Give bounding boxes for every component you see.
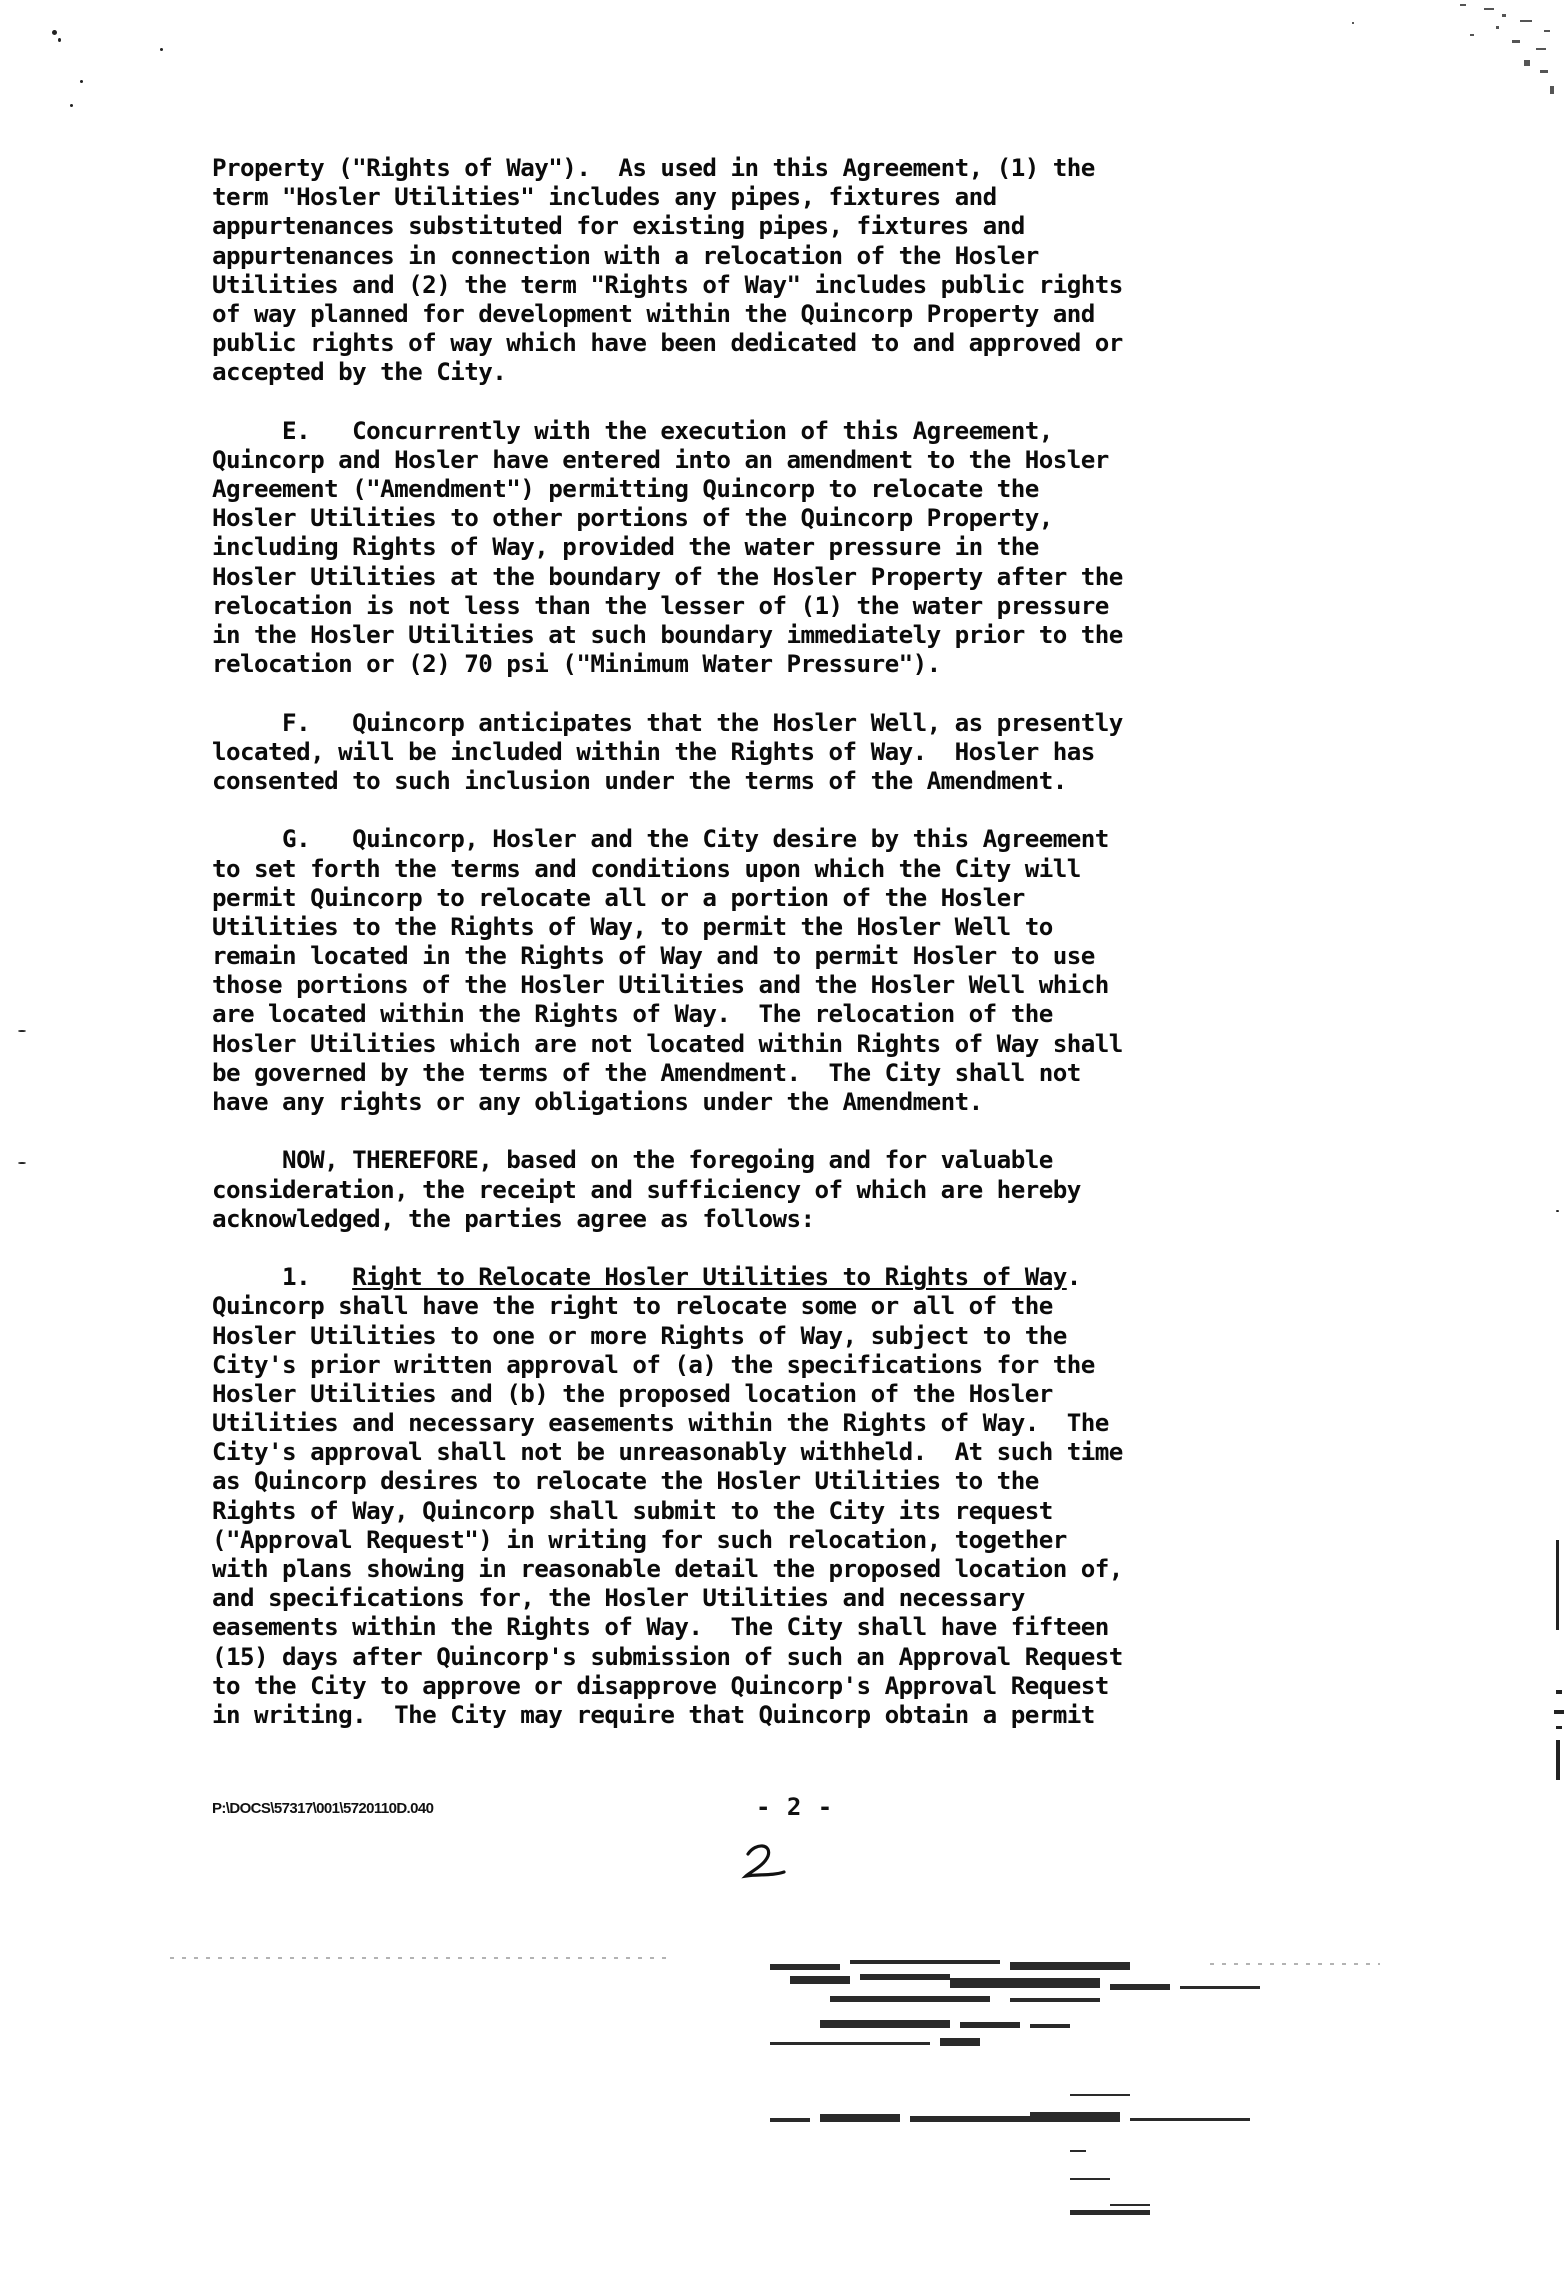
- text-line: Hosler Utilities at the boundary of the Hosler Property after the: [212, 562, 1123, 591]
- section-1-heading: Right to Relocate Hosler Utilities to Rights of Way: [352, 1263, 1067, 1292]
- text-line: as Quincorp desires to relocate the Hosler Utilities to the: [212, 1467, 1039, 1496]
- text-line: Hosler Utilities which are not located within Rights of Way shall: [212, 1029, 1123, 1058]
- scan-speck: [160, 48, 163, 51]
- text-line: Quincorp shall have the right to relocate some or all of the: [212, 1292, 1053, 1321]
- text-line: F. Quincorp anticipates that the Hosler Well, as presently: [212, 708, 1123, 737]
- page-number: - 2 -: [756, 1793, 834, 1821]
- text-line: Quincorp and Hosler have entered into an amendment to the Hosler: [212, 445, 1109, 474]
- text-line: consideration, the receipt and sufficiency of which are hereby: [212, 1175, 1081, 1204]
- text-line: remain located in the Rights of Way and to permit Hosler to use: [212, 942, 1095, 971]
- text-line: those portions of the Hosler Utilities and the Hosler Well which: [212, 971, 1109, 1000]
- text-line: Utilities to the Rights of Way, to permit the Hosler Well to: [212, 912, 1053, 941]
- text-line: relocation or (2) 70 psi ("Minimum Water Pressure").: [212, 650, 941, 679]
- blank-line: [212, 679, 1392, 708]
- text-line: consented to such inclusion under the terms of the Amendment.: [212, 766, 1067, 795]
- text-line: Hosler Utilities and (b) the proposed location of the Hosler: [212, 1379, 1053, 1408]
- scan-smudge-bottom: [150, 1880, 1568, 2272]
- text-line: in writing. The City may require that Quincorp obtain a permit: [212, 1700, 1095, 1729]
- text-line: Hosler Utilities to other portions of the Quincorp Property,: [212, 504, 1053, 533]
- blank-line: [212, 1117, 1392, 1146]
- text-line: permit Quincorp to relocate all or a portion of the Hosler: [212, 883, 1025, 912]
- scan-noise-top-right: [1440, 0, 1568, 110]
- text-line: to set forth the terms and conditions upon which the City will: [212, 854, 1081, 883]
- text-line: ("Approval Request") in writing for such relocation, together: [212, 1525, 1067, 1554]
- text-line: Hosler Utilities to one or more Rights of Way, subject to the: [212, 1321, 1067, 1350]
- text-line: term "Hosler Utilities" includes any pipes, fixtures and: [212, 183, 997, 212]
- section-1-heading-line: [212, 1263, 1392, 1292]
- text-line: of way planned for development within the Quincorp Property and: [212, 299, 1095, 328]
- scan-speck: [52, 30, 57, 35]
- text-line: including Rights of Way, provided the water pressure in the: [212, 533, 1039, 562]
- text-line: public rights of way which have been dedicated to and approved or: [212, 329, 1123, 358]
- text-line: Property ("Rights of Way"). As used in this Agreement, (1) the: [212, 154, 1095, 182]
- text-line: easements within the Rights of Way. The City shall have fifteen: [212, 1613, 1109, 1642]
- section-1-heading-period: .: [1066, 1263, 1081, 1292]
- blank-line: [212, 796, 1392, 825]
- scan-speck: [58, 38, 61, 42]
- text-line: E. Concurrently with the execution of this Agreement,: [212, 416, 1053, 445]
- text-line: Rights of Way, Quincorp shall submit to the City its request: [212, 1496, 1053, 1525]
- scan-speck: [18, 1162, 26, 1164]
- text-line: appurtenances substituted for existing pipes, fixtures and: [212, 212, 1025, 241]
- text-line: are located within the Rights of Way. The relocation of the: [212, 1000, 1053, 1029]
- scan-noise-right-edge: [1548, 1540, 1568, 1800]
- text-line: to the City to approve or disapprove Quincorp's Approval Request: [212, 1671, 1109, 1700]
- text-line: Utilities and necessary easements within the Rights of Way. The: [212, 1409, 1109, 1438]
- blank-line: [212, 1234, 1392, 1263]
- text-line: City's approval shall not be unreasonably withheld. At such time: [212, 1438, 1123, 1467]
- scan-speck: [70, 104, 73, 107]
- section-1-number: 1.: [212, 1263, 353, 1292]
- body-text: [212, 154, 1392, 1730]
- text-line: acknowledged, the parties agree as follows:: [212, 1204, 815, 1233]
- text-line: have any rights or any obligations under the Amendment.: [212, 1088, 983, 1116]
- text-line: City's prior written approval of (a) the specifications for the: [212, 1350, 1095, 1379]
- blank-line: [212, 388, 1392, 417]
- text-line: (15) days after Quincorp's submission of such an Approval Request: [212, 1642, 1123, 1671]
- text-line: and specifications for, the Hosler Utilities and necessary: [212, 1584, 1025, 1613]
- text-line: accepted by the City.: [212, 358, 507, 387]
- text-line: Utilities and (2) the term "Rights of Way" includes public rights: [212, 270, 1123, 299]
- scan-speck: [1556, 1210, 1559, 1212]
- text-line: located, will be included within the Rights of Way. Hosler has: [212, 737, 1095, 766]
- text-line: Agreement ("Amendment") permitting Quincorp to relocate the: [212, 475, 1039, 504]
- text-line: in the Hosler Utilities at such boundary immediately prior to the: [212, 621, 1123, 649]
- document-file-path: P:\DOCS\57317\001\5720110D.040: [212, 1800, 434, 1817]
- text-line: NOW, THEREFORE, based on the foregoing and for valuable: [212, 1146, 1053, 1175]
- scan-speck: [1352, 22, 1354, 24]
- text-line: be governed by the terms of the Amendment. The City shall not: [212, 1058, 1081, 1087]
- scan-speck: [80, 80, 83, 83]
- text-line: appurtenances in connection with a relocation of the Hosler: [212, 241, 1039, 270]
- text-line: G. Quincorp, Hosler and the City desire by this Agreement: [212, 825, 1109, 854]
- text-line: with plans showing in reasonable detail the proposed location of,: [212, 1555, 1123, 1583]
- text-line: relocation is not less than the lesser of (1) the water pressure: [212, 591, 1109, 620]
- scan-speck: [18, 1030, 26, 1032]
